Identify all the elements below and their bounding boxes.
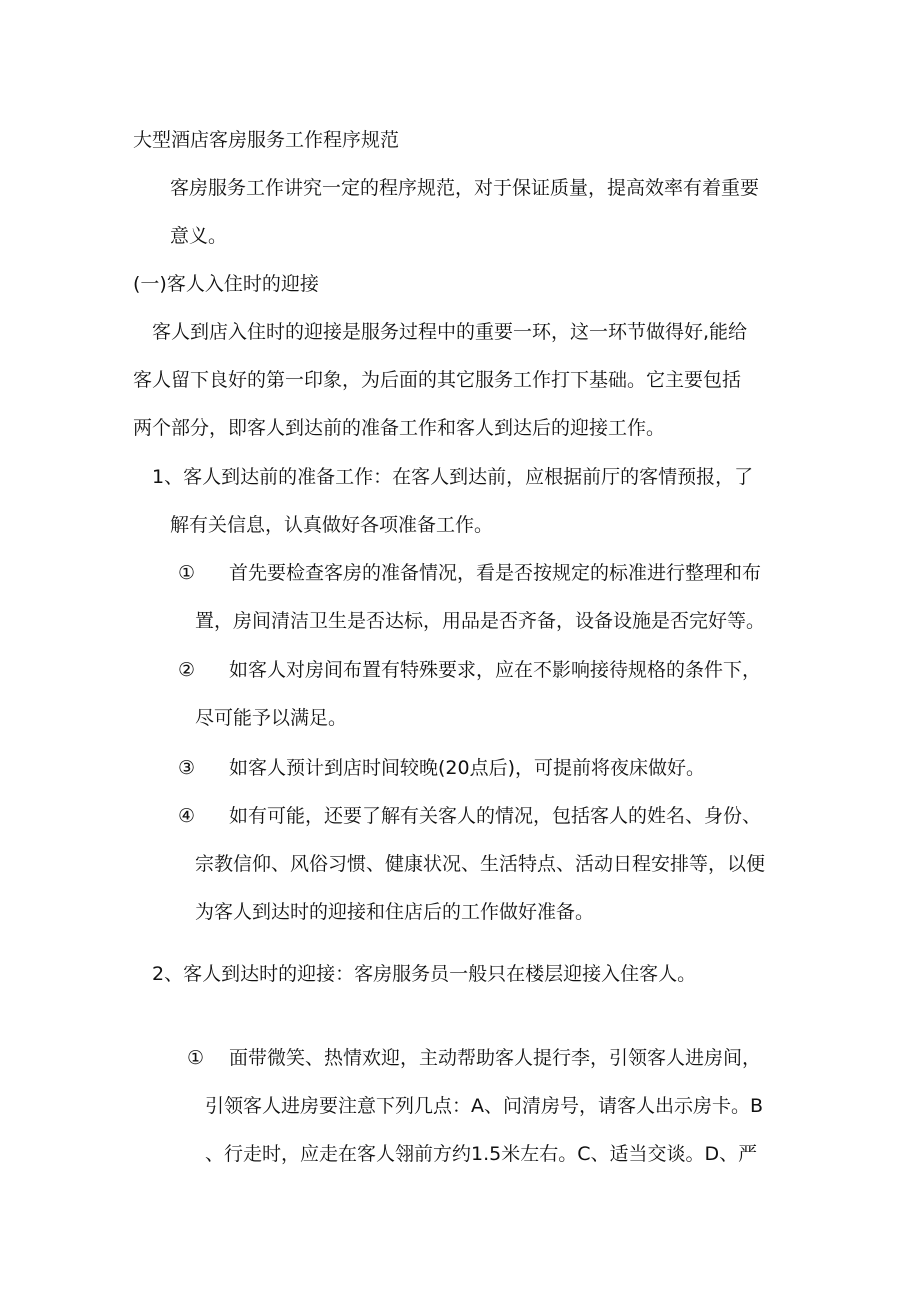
subitem-marker-3: ③ (178, 757, 196, 779)
item-2-subitem-1-line-3: 、行走时，应走在客人翎前方约1.5米左右。C、适当交谈。D、严 (205, 1143, 758, 1165)
section-para-line-2: 客人留下良好的第一印象，为后面的其它服务工作打下基础。它主要包括 (133, 369, 742, 391)
subitem-3-line-1: 如客人预计到店时间较晚(20点后)，可提前将夜床做好。 (229, 757, 706, 779)
subitem-4-line-2: 宗教信仰、风俗习惯、健康状况、生活特点、活动日程安排等，以便 (195, 853, 766, 875)
subitem-1-line-1: 首先要检查客房的准备情况，看是否按规定的标准进行整理和布 (229, 562, 762, 584)
intro-line-2: 意义。 (170, 225, 228, 247)
intro-line-1: 客房服务工作讲究一定的程序规范，对于保证质量，提高效率有着重要 (170, 177, 760, 199)
item-1-line-2: 解有关信息，认真做好各项准备工作。 (170, 514, 494, 536)
item-2-line-1: 2、客人到达时的迎接：客房服务员一般只在楼层迎接入住客人。 (152, 963, 697, 985)
subitem-1-line-2: 置，房间清洁卫生是否达标，用品是否齐备，设备设施是否完好等。 (195, 610, 766, 632)
subitem-marker-1: ① (178, 562, 196, 584)
item-2-subitem-1-line-1: 面带微笑、热情欢迎，主动帮助客人提行李，引领客人进房间， (229, 1047, 762, 1069)
document-title: 大型酒店客房服务工作程序规范 (133, 129, 400, 151)
item-2-subitem-1-line-2: 引领客人进房要注意下列几点：A、问清房号，请客人出示房卡。B (205, 1095, 764, 1117)
subitem-4-line-3: 为客人到达时的迎接和住店后的工作做好准备。 (195, 901, 595, 923)
section-heading: (一)客人入住时的迎接 (133, 273, 319, 295)
subitem-2-line-2: 尽可能予以满足。 (195, 707, 348, 729)
item-2-subitem-marker-1: ① (187, 1047, 205, 1069)
section-para-line-1: 客人到店入住时的迎接是服务过程中的重要一环，这一环节做得好,能给 (152, 321, 748, 343)
subitem-marker-4: ④ (178, 805, 196, 827)
subitem-4-line-1: 如有可能，还要了解有关客人的情况，包括客人的姓名、身份、 (229, 805, 762, 827)
subitem-marker-2: ② (178, 659, 196, 681)
subitem-2-line-1: 如客人对房间布置有特殊要求，应在不影响接待规格的条件下， (229, 659, 762, 681)
item-1-line-1: 1、客人到达前的准备工作：在客人到达前，应根据前厅的客情预报，了 (152, 466, 754, 488)
section-para-line-3: 两个部分，即客人到达前的准备工作和客人到达后的迎接工作。 (133, 417, 666, 439)
